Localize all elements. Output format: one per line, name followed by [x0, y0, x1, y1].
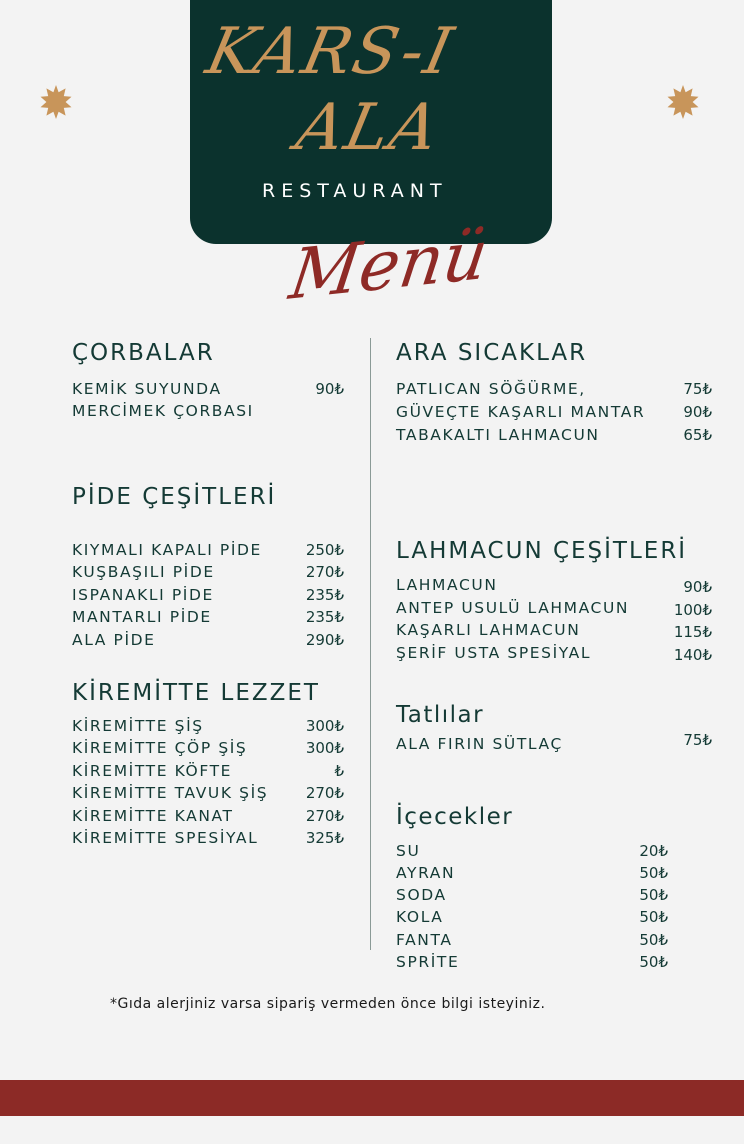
menu-item: AYRAN [396, 864, 456, 882]
menu-item-price: 235₺ [305, 608, 344, 626]
menu-item: KİREMİTTE KANAT [72, 807, 234, 825]
section-title-corbalar: ÇORBALAR [72, 340, 215, 366]
menu-item-price: 100₺ [673, 601, 712, 619]
menu-item: KİREMİTTE ŞİŞ [72, 717, 204, 735]
column-divider [370, 338, 371, 950]
menu-item: KOLA [396, 908, 444, 926]
menu-item: MERCİMEK ÇORBASI [72, 402, 254, 420]
menu-item: KUŞBAŞILI PİDE [72, 563, 215, 581]
menu-item-price: 235₺ [305, 586, 344, 604]
menu-item-price: 300₺ [305, 717, 344, 735]
menu-item-price: 325₺ [305, 829, 344, 847]
menu-item-price: 90₺ [683, 578, 712, 596]
menu-item-price: 50₺ [639, 931, 668, 949]
menu-item-price: 50₺ [639, 864, 668, 882]
star-ornament-right-icon [666, 85, 700, 119]
section-title-lahmacun: LAHMACUN ÇEŞİTLERİ [396, 538, 688, 564]
section-title-kiremitte: KİREMİTTE LEZZET [72, 680, 320, 706]
section-title-pide: PİDE ÇEŞİTLERİ [72, 484, 277, 510]
section-title-icecekler: İçecekler [396, 804, 514, 830]
menu-item: ANTEP USULÜ LAHMACUN [396, 599, 630, 617]
brand-subtitle: RESTAURANT [262, 180, 448, 202]
menu-item-price: 20₺ [639, 842, 668, 860]
menu-item: KİREMİTTE TAVUK ŞİŞ [72, 784, 269, 802]
menu-item-price: 50₺ [639, 908, 668, 926]
menu-item-price: 65₺ [683, 426, 712, 444]
menu-item: KAŞARLI LAHMACUN [396, 621, 581, 639]
menu-item: ŞERİF USTA SPESİYAL [396, 644, 592, 662]
menu-item: LAHMACUN [396, 576, 498, 594]
menu-item-price: 300₺ [305, 739, 344, 757]
menu-item-price: 75₺ [683, 731, 712, 749]
menu-item: KIYMALI KAPALI PİDE [72, 541, 262, 559]
menu-item-price: 250₺ [305, 541, 344, 559]
menu-item-price: 270₺ [305, 807, 344, 825]
menu-item-price: 270₺ [305, 563, 344, 581]
menu-item: KEMİK SUYUNDA [72, 380, 222, 398]
menu-item-price: 90₺ [315, 380, 344, 398]
menu-item: KİREMİTTE SPESİYAL [72, 829, 259, 847]
menu-item: KİREMİTTE ÇÖP ŞİŞ [72, 739, 248, 757]
menu-item-price: 50₺ [639, 953, 668, 971]
menu-item: ISPANAKLI PİDE [72, 586, 214, 604]
allergy-footnote: *Gıda alerjiniz varsa sipariş vermeden önce bilgi isteyiniz. [110, 996, 546, 1012]
brand-name-line1: KARS-I [200, 15, 461, 89]
section-title-tatlilar: Tatlılar [396, 702, 485, 728]
menu-item: ALA PİDE [72, 631, 156, 649]
menu-item: GÜVEÇTE KAŞARLI MANTAR [396, 403, 646, 421]
menu-item: SPRİTE [396, 953, 460, 971]
menu-item: FANTA [396, 931, 453, 949]
menu-item-price: 75₺ [683, 380, 712, 398]
menu-item-price: ₺ [334, 762, 344, 780]
menu-item: PATLICAN SÖĞÜRME, [396, 380, 586, 398]
menu-item: SODA [396, 886, 447, 904]
menu-item: TABAKALTI LAHMACUN [396, 426, 600, 444]
menu-script-title: Menü [284, 214, 493, 317]
menu-item-price: 90₺ [683, 403, 712, 421]
menu-item-price: 140₺ [673, 646, 712, 664]
menu-item: KİREMİTTE KÖFTE [72, 762, 233, 780]
menu-item: MANTARLI PİDE [72, 608, 212, 626]
menu-item-price: 50₺ [639, 886, 668, 904]
menu-item-price: 290₺ [305, 631, 344, 649]
menu-item-price: 115₺ [673, 623, 712, 641]
bottom-bar [0, 1080, 744, 1116]
menu-item-price: 270₺ [305, 784, 344, 802]
star-ornament-left-icon [39, 85, 73, 119]
menu-item: SU [396, 842, 421, 860]
section-title-ara-sicaklar: ARA SICAKLAR [396, 340, 588, 366]
menu-item: ALA FIRIN SÜTLAÇ [396, 735, 563, 753]
brand-name-line2: ALA [290, 91, 447, 165]
